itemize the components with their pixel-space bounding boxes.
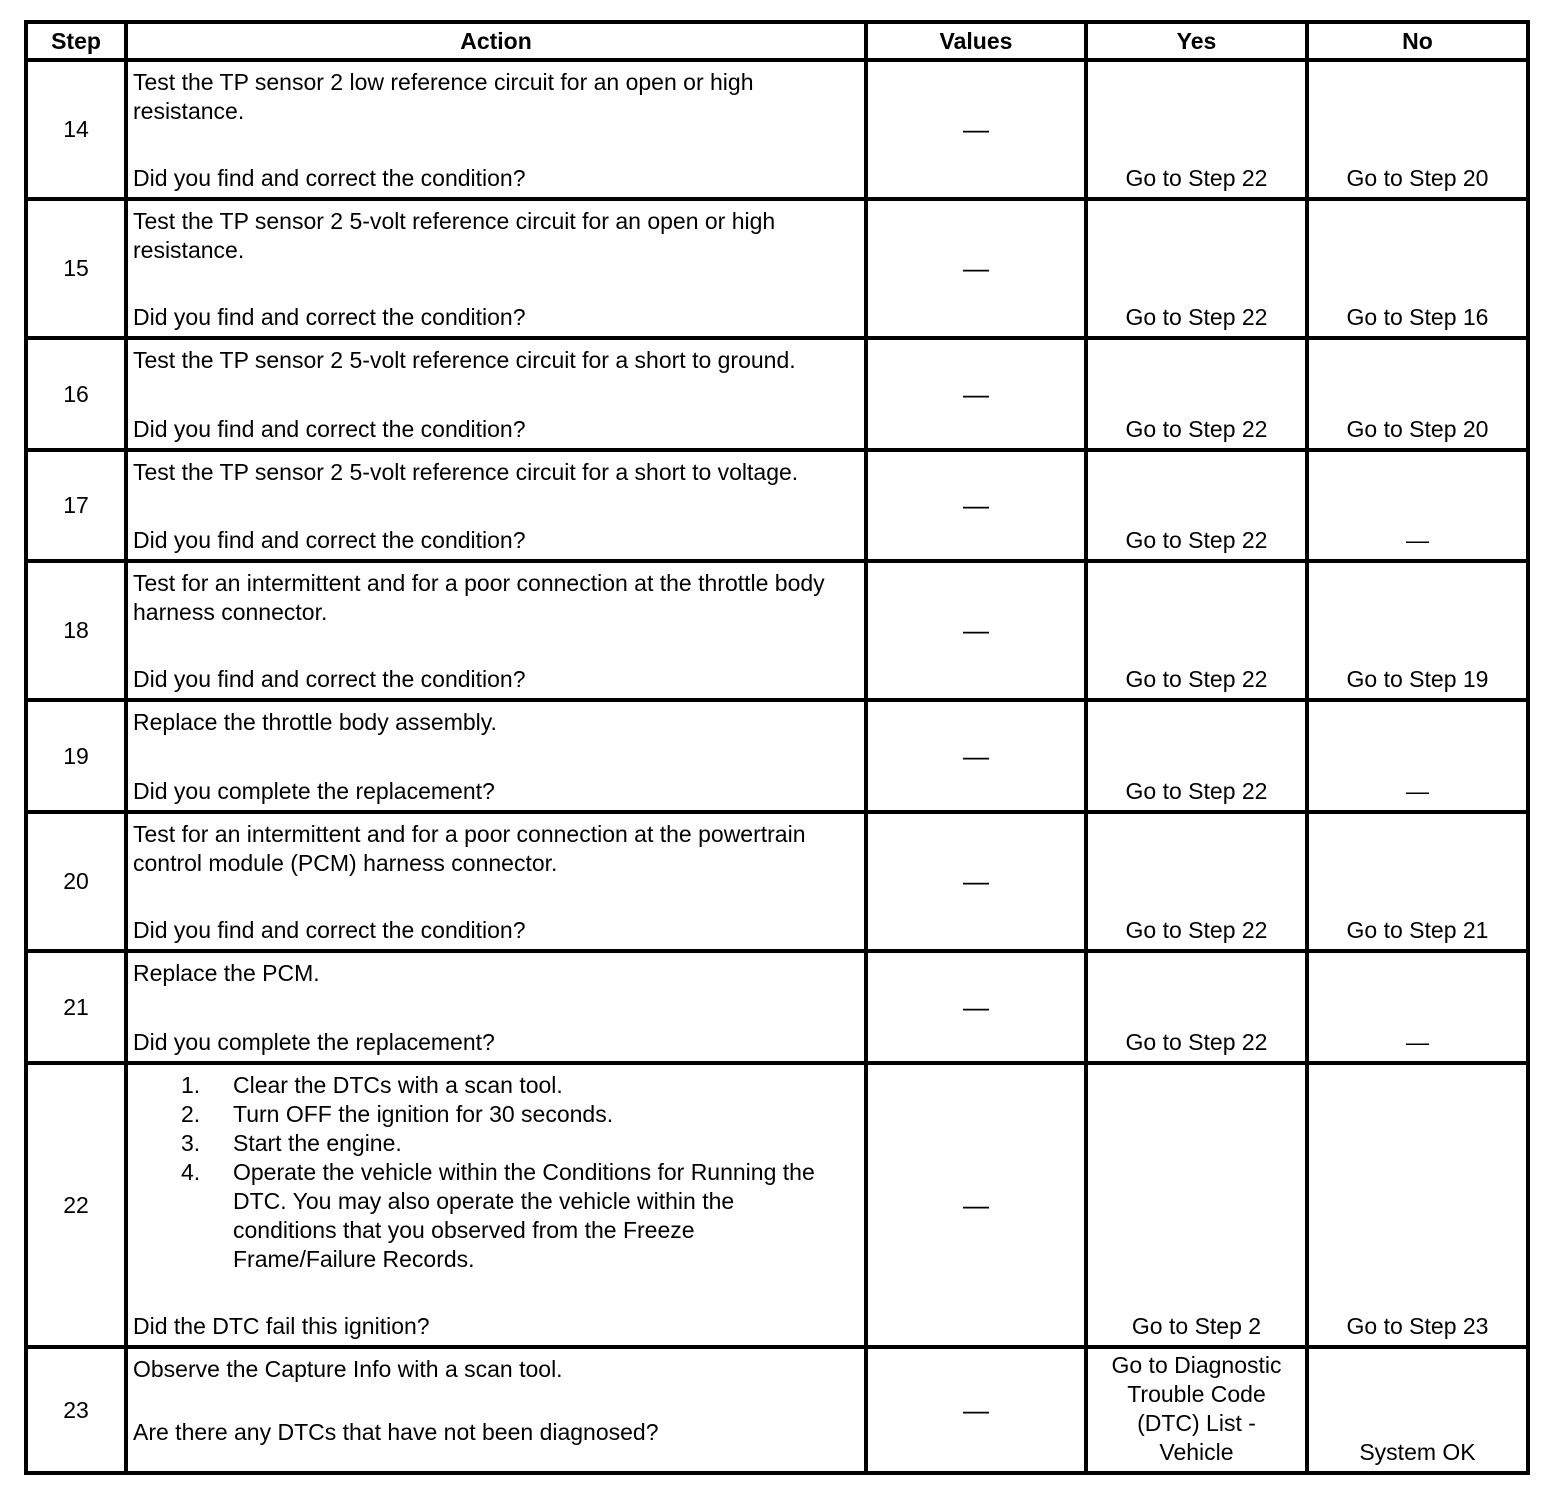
values-cell: — [866,561,1086,700]
step-number: 20 [26,812,126,951]
step-number: 23 [26,1347,126,1473]
table-row [26,1063,1528,1347]
no-cell: — [1307,951,1528,1063]
step-number: 19 [26,700,126,812]
action-question: Are there any DTCs that have not been diagnosed? [133,1419,659,1445]
step-number: 15 [26,199,126,338]
table-row [26,60,1528,199]
list-item [133,1071,858,1100]
action-cell [126,812,866,951]
list-item-text: Start the engine. [233,1130,402,1156]
header-values: Values [866,22,1086,60]
yes-cell: Go to Diagnostic Trouble Code (DTC) List - Vehicle [1086,1347,1307,1473]
table-row [26,338,1528,450]
list-item-number: 3. [181,1130,201,1156]
list-item-number: 1. [181,1072,201,1098]
action-cell [126,450,866,561]
table-row [26,199,1528,338]
values-cell: — [866,951,1086,1063]
no-cell: Go to Step 20 [1307,338,1528,450]
no-cell: Go to Step 19 [1307,561,1528,700]
values-cell: — [866,338,1086,450]
step-number: 14 [26,60,126,199]
action-cell [126,561,866,700]
no-cell: System OK [1307,1347,1528,1473]
table-row [26,450,1528,561]
diagnostic-table [24,20,1530,1475]
header-step: Step [26,22,126,60]
action-question: Did you find and correct the condition? [133,917,526,943]
list-item-text: Turn OFF the ignition for 30 seconds. [233,1101,614,1127]
action-instruction: Test for an intermittent and for a poor connection at the throttle body harness connector. [133,570,825,625]
action-question: Did you find and correct the condition? [133,165,526,191]
values-cell: — [866,450,1086,561]
header-row [26,22,1528,60]
list-item-number: 2. [181,1101,201,1127]
action-question: Did you find and correct the condition? [133,666,526,692]
action-instruction: Observe the Capture Info with a scan tool. [133,1356,563,1382]
yes-cell: Go to Step 22 [1086,561,1307,700]
action-instruction: Replace the PCM. [133,960,320,986]
action-cell [126,1063,866,1347]
list-item [133,1129,858,1158]
values-cell: — [866,812,1086,951]
yes-cell: Go to Step 22 [1086,60,1307,199]
list-item [133,1100,858,1129]
action-cell [126,700,866,812]
yes-cell: Go to Step 22 [1086,338,1307,450]
no-cell: Go to Step 21 [1307,812,1528,951]
yes-cell: Go to Step 22 [1086,450,1307,561]
action-cell [126,1347,866,1473]
action-instruction: Test the TP sensor 2 5-volt reference circuit for a short to ground. [133,347,796,373]
list-item-text: Operate the vehicle within the Conditions for Running the DTC. You may also operate the vehicle within the conditions that you observed from the Freeze Frame/Failure Records. [233,1159,815,1272]
action-question: Did you find and correct the condition? [133,416,526,442]
yes-cell: Go to Step 2 [1086,1063,1307,1347]
header-no: No [1307,22,1528,60]
action-instruction: Test the TP sensor 2 low reference circuit for an open or high resistance. [133,69,754,124]
action-question: Did you find and correct the condition? [133,527,526,553]
no-cell: Go to Step 20 [1307,60,1528,199]
action-instruction: Test for an intermittent and for a poor connection at the powertrain control module (PCM) harness connector. [133,821,806,876]
yes-cell: Go to Step 22 [1086,812,1307,951]
action-cell [126,60,866,199]
no-cell: — [1307,700,1528,812]
action-question: Did you find and correct the condition? [133,304,526,330]
step-number: 22 [26,1063,126,1347]
list-item-number: 4. [181,1159,201,1185]
step-number: 18 [26,561,126,700]
table-row [26,951,1528,1063]
values-cell: — [866,60,1086,199]
action-instruction: Test the TP sensor 2 5-volt reference circuit for a short to voltage. [133,459,799,485]
yes-cell: Go to Step 22 [1086,199,1307,338]
values-cell: — [866,199,1086,338]
list-item-text: Clear the DTCs with a scan tool. [233,1072,563,1098]
action-cell [126,951,866,1063]
table-row [26,812,1528,951]
header-action: Action [126,22,866,60]
action-question: Did you complete the replacement? [133,778,495,804]
action-question: Did the DTC fail this ignition? [133,1313,430,1339]
yes-cell: Go to Step 22 [1086,700,1307,812]
values-cell: — [866,700,1086,812]
action-instruction: Test the TP sensor 2 5-volt reference circuit for an open or high resistance. [133,208,776,263]
header-yes: Yes [1086,22,1307,60]
no-cell: Go to Step 16 [1307,199,1528,338]
procedure-list [133,1071,858,1274]
step-number: 16 [26,338,126,450]
yes-cell: Go to Step 22 [1086,951,1307,1063]
action-cell [126,199,866,338]
action-cell [126,338,866,450]
values-cell: — [866,1347,1086,1473]
table-row [26,561,1528,700]
action-instruction: Replace the throttle body assembly. [133,709,497,735]
list-item [133,1158,858,1274]
no-cell: — [1307,450,1528,561]
step-number: 17 [26,450,126,561]
table-row [26,700,1528,812]
action-question: Did you complete the replacement? [133,1029,495,1055]
table-row [26,1347,1528,1473]
no-cell: Go to Step 23 [1307,1063,1528,1347]
step-number: 21 [26,951,126,1063]
values-cell: — [866,1063,1086,1347]
